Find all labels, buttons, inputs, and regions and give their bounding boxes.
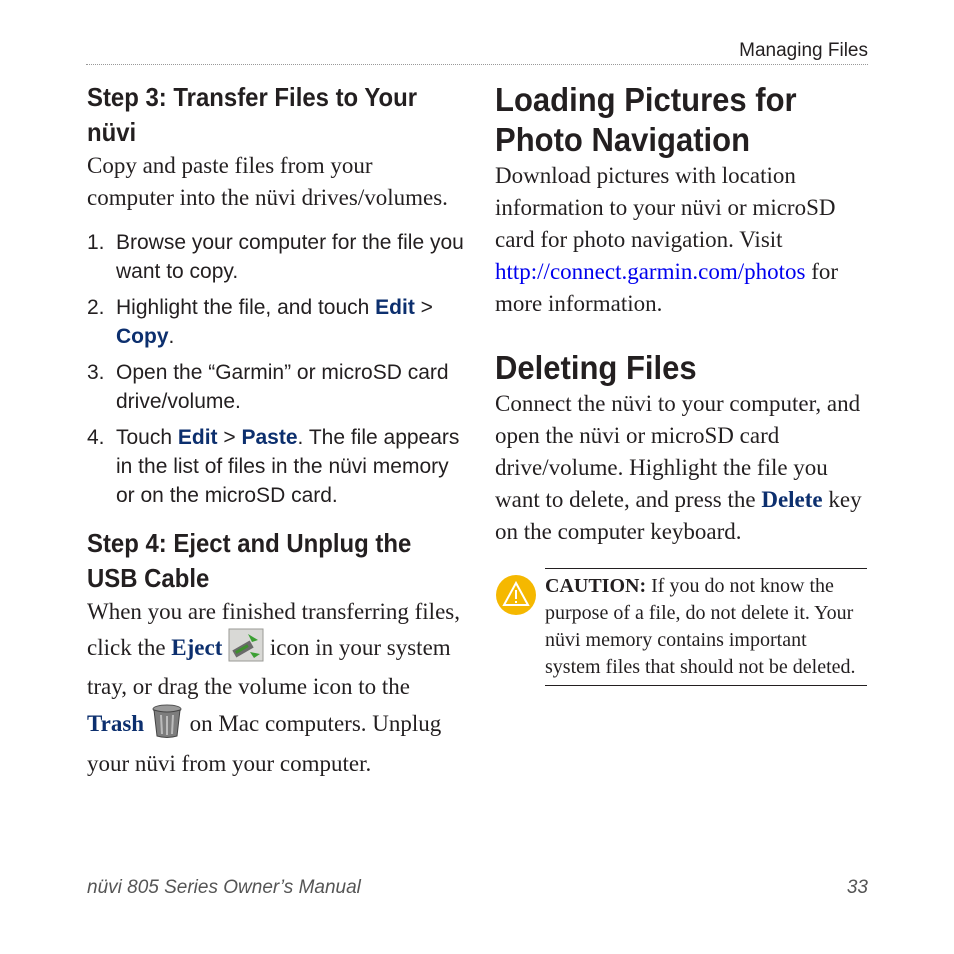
eject-label: Eject xyxy=(171,634,223,660)
caution-note xyxy=(495,568,867,686)
deleting-text-1: Connect the nüvi to your computer, and open the nüvi or microSD card drive/volume. Highlight the file you want to delete, and press the xyxy=(495,391,861,512)
paste-command: Paste xyxy=(241,426,298,449)
step4-text-3: on Mac computers. Unplug your nüvi from your computer. xyxy=(87,710,442,776)
list-text: Open the “Garmin” or microSD card drive/volume. xyxy=(116,361,449,413)
list-text-post: . xyxy=(168,325,175,348)
list-text: Browse your computer for the file you want to copy. xyxy=(116,231,464,283)
caution-text xyxy=(545,568,867,686)
warning-icon xyxy=(495,574,537,616)
edit-command: Edit xyxy=(375,296,415,319)
step4-text-1: When you are finished transferring files, click the xyxy=(87,599,460,660)
photos-text-2: for more information. xyxy=(495,259,839,316)
left-column xyxy=(87,80,465,780)
list-item xyxy=(87,358,465,416)
caution-body: If you do not know the purpose of a file, do not delete it. Your nüvi memory contains important system files that should not be deleted. xyxy=(545,575,856,678)
edit-command: Edit xyxy=(177,426,218,449)
list-number: 2. xyxy=(87,296,105,319)
photos-paragraph xyxy=(495,160,870,320)
delete-key-label: Delete xyxy=(761,487,823,512)
right-column xyxy=(495,80,870,548)
step4-heading: Step 4: Eject and Unplug the USB Cable xyxy=(87,528,412,593)
list-text-pre: Touch xyxy=(116,426,178,449)
running-header: Managing Files xyxy=(739,40,868,61)
step4-text-2: icon in your system tray, or drag the volume icon to the xyxy=(87,634,451,699)
eject-icon xyxy=(228,628,264,671)
list-text-post: . The file appears in the list of files in the nüvi memory or on the microSD card. xyxy=(116,426,460,507)
step4-paragraph xyxy=(87,596,465,780)
deleting-text-2: key on the computer keyboard. xyxy=(495,487,862,544)
deleting-paragraph xyxy=(495,388,870,548)
separator: > xyxy=(414,296,433,319)
trash-icon xyxy=(150,703,184,748)
list-item xyxy=(87,228,465,286)
step3-heading: Step 3: Transfer Files to Your nüvi xyxy=(87,82,418,147)
list-item xyxy=(87,423,465,510)
trash-label: Trash xyxy=(87,710,145,736)
step3-list xyxy=(87,228,465,510)
list-number: 4. xyxy=(87,426,105,449)
header-divider xyxy=(86,64,868,65)
list-text-pre: Highlight the file, and touch xyxy=(116,296,376,319)
photos-link[interactable]: http://connect.garmin.com/photos xyxy=(495,259,806,284)
list-number: 3. xyxy=(87,361,105,384)
list-item xyxy=(87,293,465,351)
caution-label: CAUTION: xyxy=(545,575,647,597)
deleting-heading: Deleting Files xyxy=(495,349,697,386)
step3-intro: Copy and paste files from your computer into the nüvi drives/volumes. xyxy=(87,153,448,210)
photos-heading: Loading Pictures for Photo Navigation xyxy=(495,81,797,158)
copy-command: Copy xyxy=(116,325,169,348)
photos-text-1: Download pictures with location information to your nüvi or microSD card for photo navigation. Visit xyxy=(495,163,836,252)
list-number: 1. xyxy=(87,231,105,254)
page-number: 33 xyxy=(846,877,868,898)
footer-title: nüvi 805 Series Owner’s Manual xyxy=(87,877,361,898)
separator: > xyxy=(217,426,242,449)
